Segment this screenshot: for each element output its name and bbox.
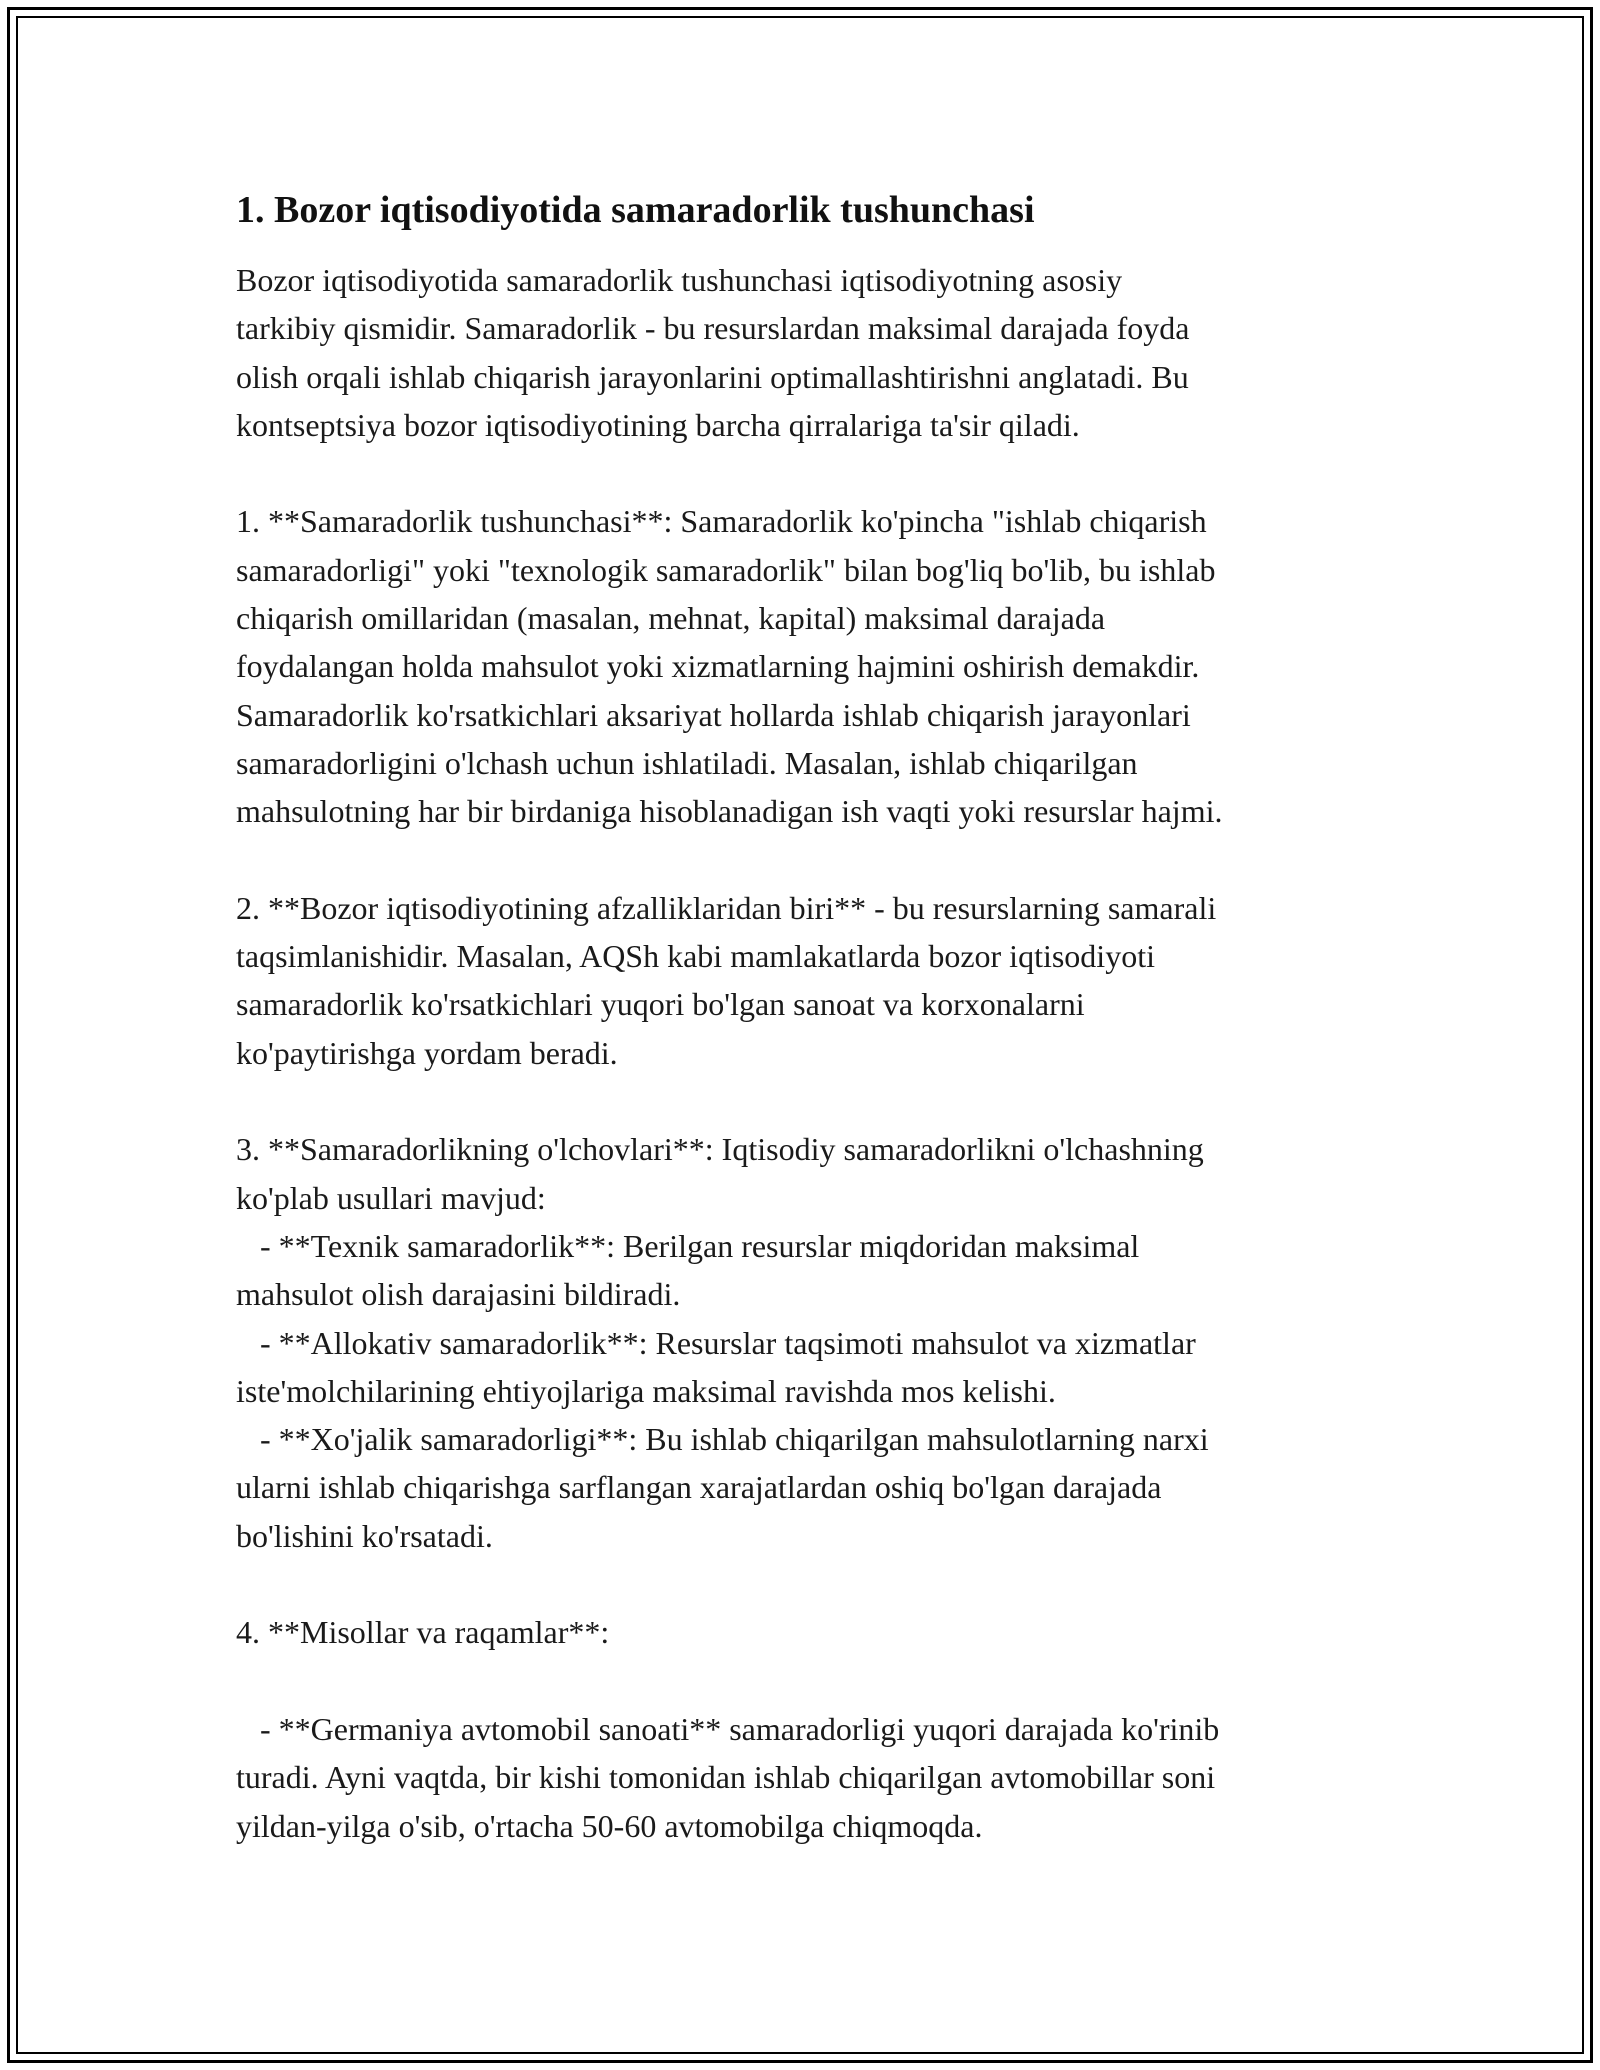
section-4-paragraph — [236, 1705, 1386, 1850]
text-line: taqsimlanishidir. Masalan, AQSh kabi mamlakatlarda bozor iqtisodiyoti — [236, 938, 1155, 975]
text-line: 4. **Misollar va raqamlar**: — [236, 1614, 610, 1651]
text-line: - **Germaniya avtomobil sanoati** samaradorligi yuqori darajada ko'rinib — [236, 1710, 1220, 1747]
text-line: 2. **Bozor iqtisodiyotining afzalliklaridan biri** - bu resurslarning samarali — [236, 889, 1217, 926]
text-line: Bozor iqtisodiyotida samaradorlik tushunchasi iqtisodiyotning asosiy — [236, 262, 1123, 298]
text-line: iste'molchilarining ehtiyojlariga maksimal ravishda mos kelishi. — [236, 1372, 1056, 1409]
text-line: samaradorligini o'lchash uchun ishlatiladi. Masalan, ishlab chiqarilgan — [236, 744, 1138, 781]
text-line: olish orqali ishlab chiqarish jarayonlarini optimallashtirishni anglatadi. Bu — [236, 358, 1189, 395]
document-body — [236, 186, 1386, 1898]
section-1-paragraph — [236, 497, 1386, 835]
text-line: bo'lishini ko'rsatadi. — [236, 1517, 493, 1554]
section-3-paragraph — [236, 1125, 1386, 1560]
intro-paragraph — [236, 256, 1386, 449]
text-line: yildan-yilga o'sib, o'rtacha 50-60 avtomobilga chiqmoqda. — [236, 1807, 983, 1844]
text-line: Samaradorlik ko'rsatkichlari aksariyat hollarda ishlab chiqarish jarayonlari — [236, 696, 1191, 733]
text-line: ularni ishlab chiqarishga sarflangan xarajatlardan oshiq bo'lgan darajada — [236, 1469, 1162, 1506]
text-line: ko'paytirishga yordam beradi. — [236, 1034, 618, 1071]
section-2-paragraph — [236, 884, 1386, 1077]
section-4-heading — [236, 1608, 1386, 1656]
text-line: 1. **Samaradorlik tushunchasi**: Samaradorlik ko'pincha "ishlab chiqarish — [236, 503, 1207, 540]
text-line: kontseptsiya bozor iqtisodiyotining barcha qirralariga ta'sir qiladi. — [236, 406, 1080, 443]
text-line: turadi. Ayni vaqtda, bir kishi tomonidan ishlab chiqarilgan avtomobillar soni — [236, 1759, 1216, 1796]
text-line: samaradorligi" yoki "texnologik samaradorlik" bilan bog'liq bo'lib, bu ishlab — [236, 551, 1216, 588]
text-line: mahsulot olish darajasini bildiradi. — [236, 1276, 681, 1313]
text-line: tarkibiy qismidir. Samaradorlik - bu resurslardan maksimal darajada foyda — [236, 310, 1190, 347]
text-line: - **Allokativ samaradorlik**: Resurslar taqsimoti mahsulot va xizmatlar — [236, 1324, 1196, 1361]
page-title: 1. Bozor iqtisodiyotida samaradorlik tushunchasi — [236, 189, 1035, 231]
text-line: samaradorlik ko'rsatkichlari yuqori bo'lgan sanoat va korxonalarni — [236, 986, 1085, 1023]
text-line: foydalangan holda mahsulot yoki xizmatlarning hajmini oshirish demakdir. — [236, 648, 1200, 685]
text-line: ko'plab usullari mavjud: — [236, 1179, 546, 1216]
text-line: chiqarish omillaridan (masalan, mehnat, kapital) maksimal darajada — [236, 600, 1106, 637]
text-line: 3. **Samaradorlikning o'lchovlari**: Iqtisodiy samaradorlikni o'lchashning — [236, 1131, 1204, 1168]
text-line: - **Texnik samaradorlik**: Berilgan resurslar miqdoridan maksimal — [236, 1227, 1140, 1264]
text-line: mahsulotning har bir birdaniga hisoblanadigan ish vaqti yoki resurslar hajmi. — [236, 793, 1223, 830]
text-line: - **Xo'jalik samaradorligi**: Bu ishlab chiqarilgan mahsulotlarning narxi — [236, 1421, 1209, 1458]
